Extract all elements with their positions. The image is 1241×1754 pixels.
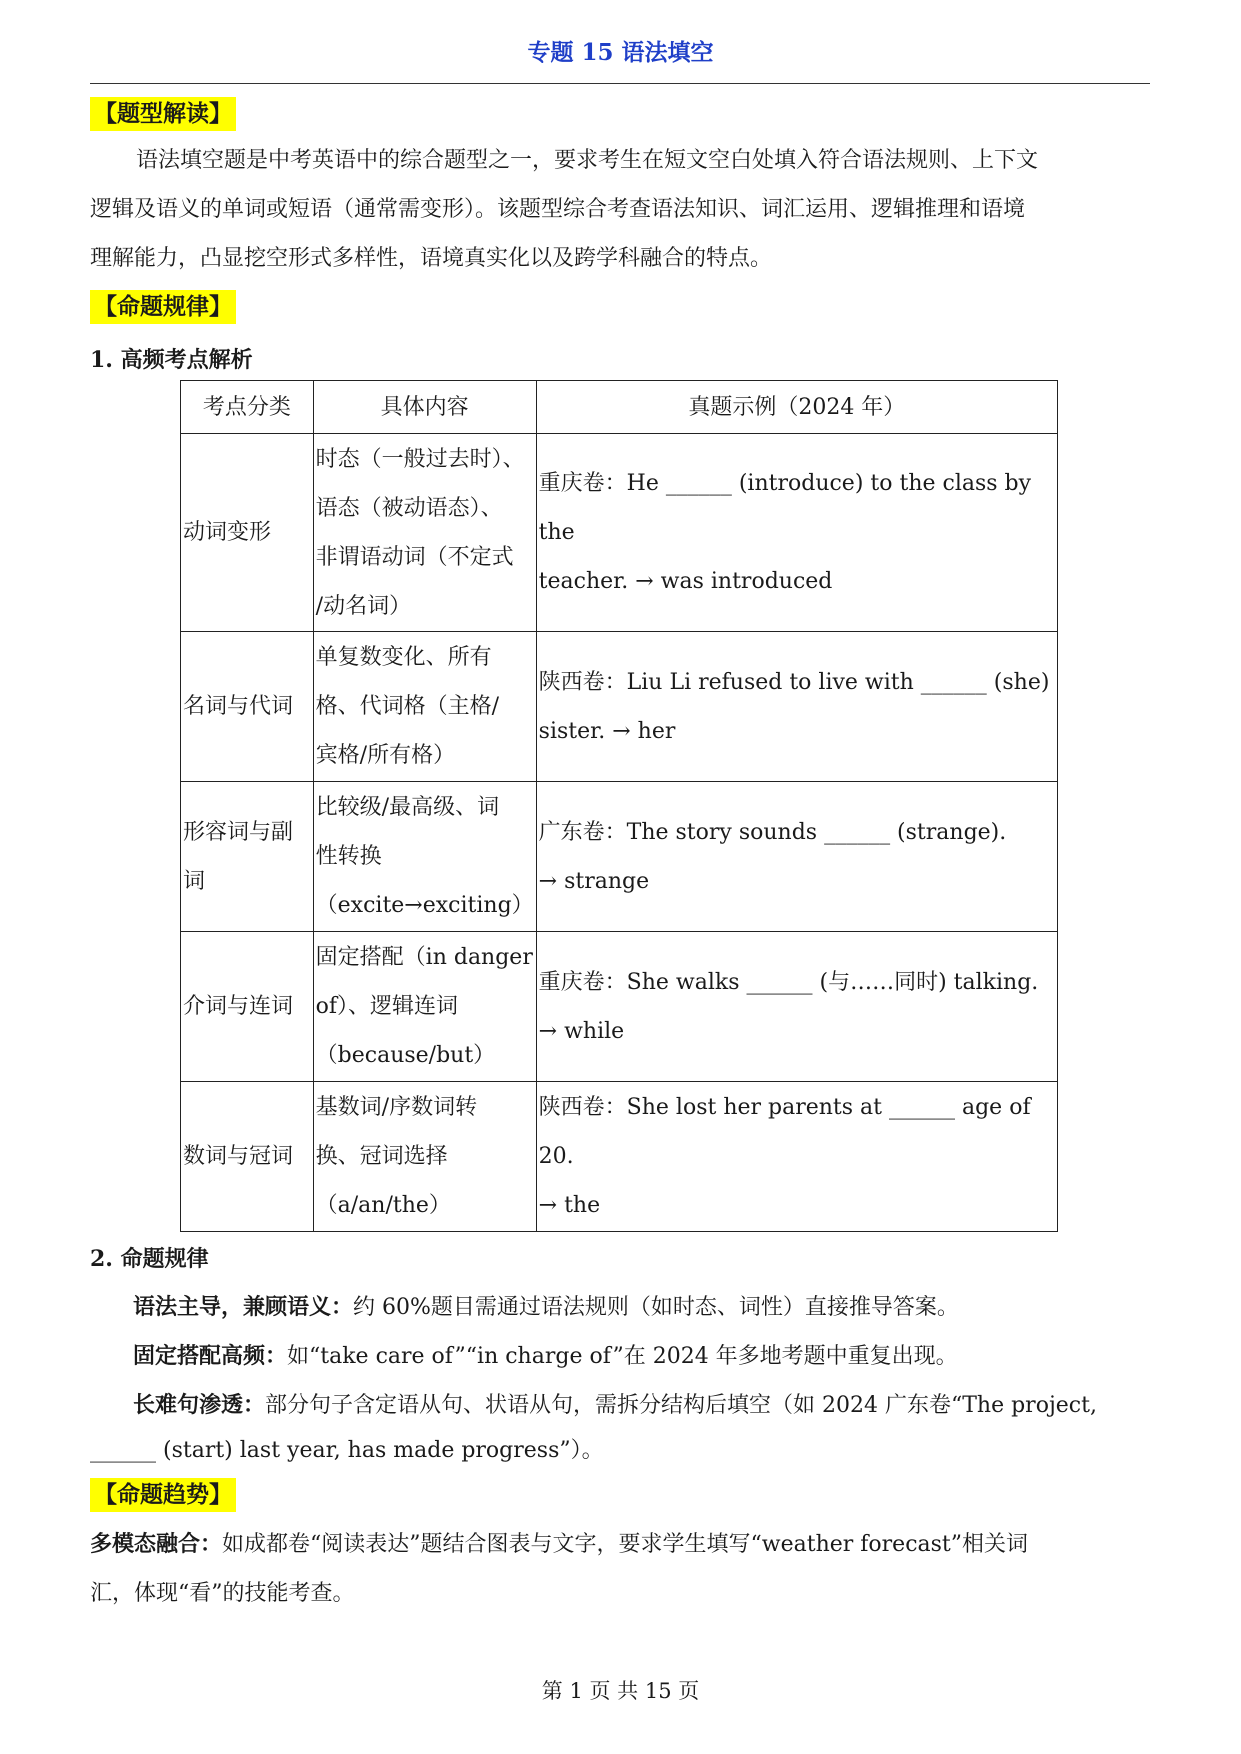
trend-keyword: 多模态融合：	[90, 1531, 223, 1557]
table-row	[181, 434, 1058, 632]
category-cell: 形容词与副 词	[181, 782, 314, 932]
example-cell: 重庆卷：He ______ (introduce) to the class by the teacher. → was introduced	[536, 434, 1057, 632]
rule-item	[133, 1290, 959, 1321]
content-cell: 时态（一般过去时）、 语态（被动语态）、 非谓语动词（不定式 /动名词）	[313, 434, 536, 632]
category-cell: 名词与代词	[181, 632, 314, 782]
category-cell: 数词与冠词	[181, 1082, 314, 1232]
content-cell: 比较级/最高级、词 性转换 （excite→exciting）	[313, 782, 536, 932]
example-cell: 广东卷：The story sounds ______ (strange). → strange	[536, 782, 1057, 932]
paragraph-line: 多模态融合：如成都卷“阅读表达”题结合图表与文字，要求学生填写“weather forecast”相关词	[90, 1531, 1029, 1557]
rule-text: 如“take care of”“in charge of”在 2024 年多地考题中重复出现。	[287, 1344, 958, 1369]
rule-text: 约 60%题目需通过语法规则（如时态、词性）直接推导答案。	[353, 1295, 959, 1320]
table-row	[181, 632, 1058, 782]
column-header: 真题示例（2024 年）	[536, 381, 1057, 434]
exam-points-table	[180, 380, 1058, 1232]
example-cell: 陕西卷：She lost her parents at ______ age of 20. → the	[536, 1082, 1057, 1232]
column-header: 具体内容	[313, 381, 536, 434]
rule-item	[133, 1339, 958, 1370]
rule-continuation: ______ (start) last year, has made progress”）。	[90, 1438, 604, 1463]
rule-text: 部分句子含定语从句、状语从句，需拆分结构后填空（如 2024 广东卷“The project,	[265, 1393, 1097, 1418]
rule-keyword: 固定搭配高频：	[133, 1343, 288, 1369]
paragraph-line: 汇，体现“看”的技能考查。	[90, 1581, 355, 1606]
category-cell: 动词变形	[181, 434, 314, 632]
table-row	[181, 782, 1058, 932]
trend-paragraph	[90, 1520, 1150, 1618]
subheading-high-frequency: 1. 高频考点解析	[90, 347, 253, 373]
table-header-row	[181, 381, 1058, 434]
table-row	[181, 1082, 1058, 1232]
example-cell: 陕西卷：Liu Li refused to live with ______ (she) sister. → her	[536, 632, 1057, 782]
rule-keyword: 语法主导，兼顾语义：	[133, 1294, 354, 1320]
content-cell: 固定搭配（in danger of）、逻辑连词 （because/but）	[313, 932, 536, 1082]
paragraph-line: 理解能力，凸显挖空形式多样性，语境真实化以及跨学科融合的特点。	[90, 246, 773, 271]
paragraph-line: 语法填空题是中考英语中的综合题型之一，要求考生在短文空白处填入符合语法规则、上下文	[136, 148, 1039, 173]
interpretation-paragraph	[90, 136, 1150, 283]
document-title: 专题 15 语法填空	[527, 39, 714, 66]
section-label-rules: 【命题规律】	[90, 290, 236, 324]
rule-keyword: 长难句渗透：	[133, 1392, 266, 1418]
column-header: 考点分类	[181, 381, 314, 434]
table-row	[181, 932, 1058, 1082]
header-divider	[90, 83, 1150, 84]
page-number: 第 1 页 共 15 页	[541, 1679, 700, 1703]
subheading-rules: 2. 命题规律	[90, 1246, 209, 1272]
paragraph-line: 逻辑及语义的单词或短语（通常需变形）。该题型综合考查语法知识、词汇运用、逻辑推理和语境	[90, 197, 1026, 222]
content-cell: 基数词/序数词转 换、冠词选择 （a/an/the）	[313, 1082, 536, 1232]
example-cell: 重庆卷：She walks ______ (与……同时) talking. → while	[536, 932, 1057, 1082]
section-label-trends: 【命题趋势】	[90, 1478, 236, 1512]
category-cell: 介词与连词	[181, 932, 314, 1082]
content-cell: 单复数变化、所有 格、代词格（主格/ 宾格/所有格）	[313, 632, 536, 782]
rule-item	[133, 1388, 1097, 1419]
section-label-interpretation: 【题型解读】	[90, 97, 236, 131]
